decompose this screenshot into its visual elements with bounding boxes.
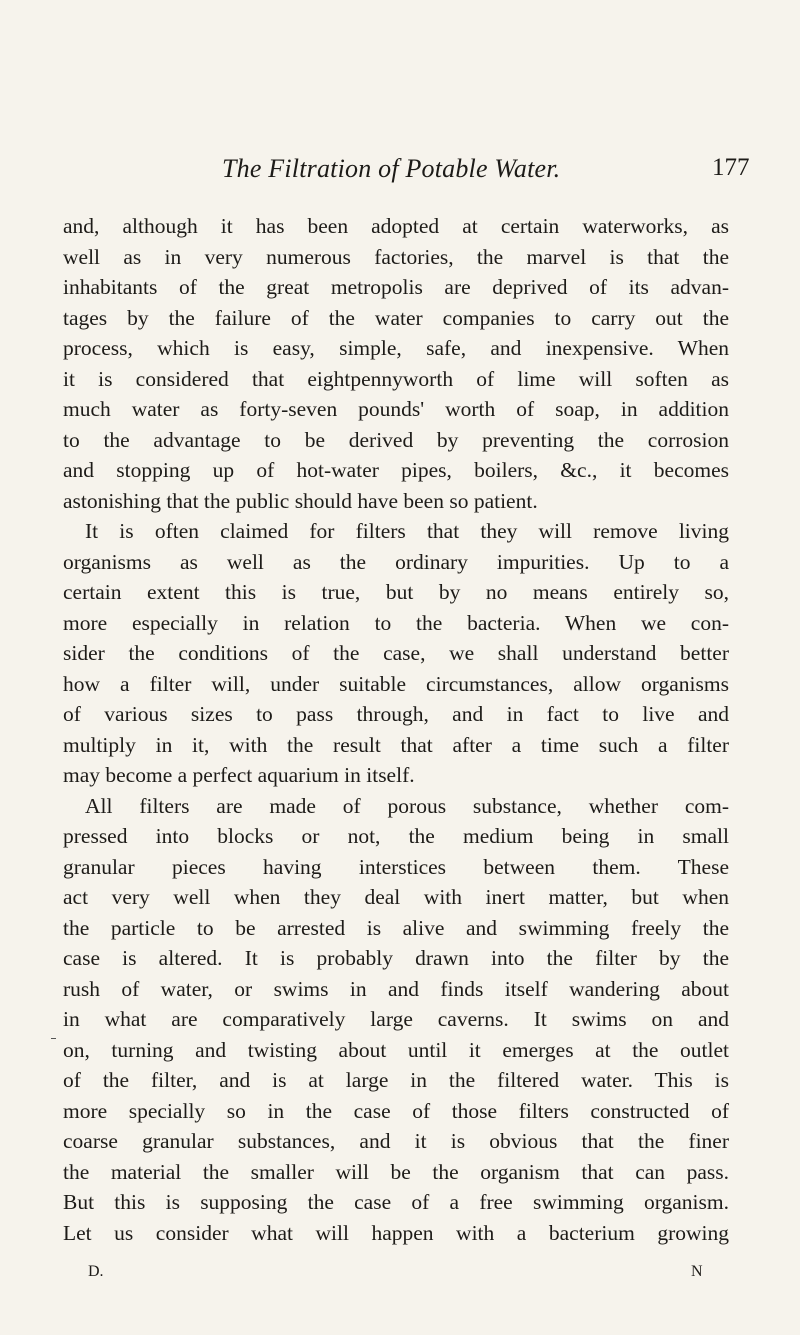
text-line: and stopping up of hot-water pipes, boilers, &c., it becomes xyxy=(63,458,729,482)
text-line: the material the smaller will be the organism that can pass. xyxy=(63,1159,729,1184)
text-line: tages by the failure of the water companies to carry out the xyxy=(63,305,729,330)
text-line: process, which is easy, simple, safe, and inexpensive. When xyxy=(63,336,729,360)
signature-letter: N xyxy=(691,1263,703,1280)
paragraph-start-line: All filters are made of porous substance, whether com- xyxy=(85,793,729,818)
margin-mark xyxy=(51,1038,56,1039)
text-line: much water as forty-seven pounds' worth of soap, in addition xyxy=(63,397,729,421)
text-line: rush of water, or swims in and finds itself wandering about xyxy=(63,976,729,1001)
text-line: certain extent this is true, but by no means entirely so, xyxy=(63,580,729,604)
page-number: 177 xyxy=(712,154,750,181)
text-line: on, turning and twisting about until it emerges at the outlet xyxy=(63,1037,729,1062)
text-line: organisms as well as the ordinary impurities. Up to a xyxy=(63,549,729,574)
text-line: But this is supposing the case of a free swimming organism. xyxy=(63,1190,729,1214)
text-line: the particle to be arrested is alive and swimming freely the xyxy=(63,915,729,940)
paragraph-start-line: It is often claimed for filters that they will remove living xyxy=(85,519,729,543)
body-text xyxy=(63,211,729,1248)
text-line: and, although it has been adopted at certain waterworks, as xyxy=(63,214,729,238)
text-line: inhabitants of the great metropolis are deprived of its advan- xyxy=(63,275,729,299)
text-line: it is considered that eightpennyworth of lime will soften as xyxy=(63,366,729,391)
text-line: of the filter, and is at large in the filtered water. This is xyxy=(63,1068,729,1092)
text-line: coarse granular substances, and it is obvious that the finer xyxy=(63,1129,729,1153)
text-line: more especially in relation to the bacteria. When we con- xyxy=(63,610,729,635)
text-line: act very well when they deal with inert matter, but when xyxy=(63,885,729,909)
text-line: more specially so in the case of those filters constructed of xyxy=(63,1098,729,1123)
text-line: case is altered. It is probably drawn into the filter by the xyxy=(63,946,729,970)
paragraph-end-line: astonishing that the public should have been so patient. xyxy=(63,488,538,513)
printer-signature: D. xyxy=(88,1263,104,1280)
text-line: Let us consider what will happen with a bacterium growing xyxy=(63,1220,729,1245)
running-title: The Filtration of Potable Water. xyxy=(222,154,561,183)
text-line: to the advantage to be derived by preventing the corrosion xyxy=(63,427,729,452)
page-footer xyxy=(0,1263,800,1287)
text-line: pressed into blocks or not, the medium being in small xyxy=(63,824,729,848)
text-line: multiply in it, with the result that after a time such a filter xyxy=(63,732,729,757)
text-line: in what are comparatively large caverns. It swims on and xyxy=(63,1007,729,1031)
text-line: granular pieces having interstices between them. These xyxy=(63,854,729,879)
text-line: well as in very numerous factories, the marvel is that the xyxy=(63,244,729,269)
text-line: sider the conditions of the case, we shall understand better xyxy=(63,641,729,665)
paragraph-end-line: may become a perfect aquarium in itself. xyxy=(63,763,415,787)
running-head xyxy=(0,154,800,188)
text-line: of various sizes to pass through, and in fact to live and xyxy=(63,702,729,726)
text-line: how a filter will, under suitable circumstances, allow organisms xyxy=(63,671,729,696)
